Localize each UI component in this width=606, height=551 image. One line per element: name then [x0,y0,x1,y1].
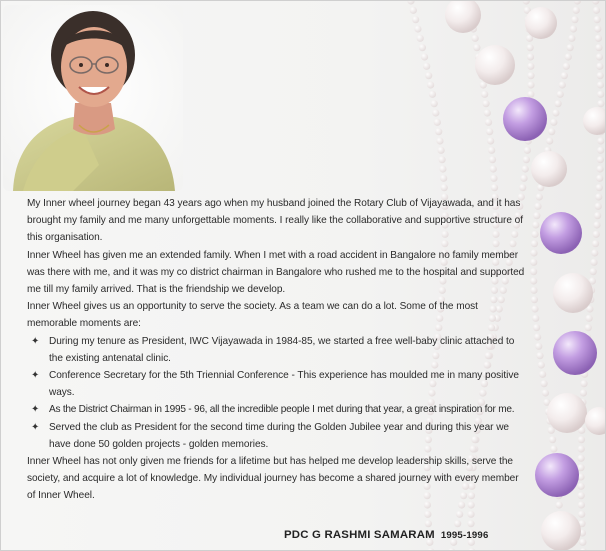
small-pearl [467,511,474,518]
small-pearl [536,193,543,200]
small-pearl [597,137,604,144]
small-pearl [536,352,543,359]
small-pearl [592,1,599,5]
article-body [27,195,527,505]
paragraph-3: Inner Wheel gives us an opportunity to serve the society. As a team we can do a lot. Some of the most memorable moments are: [27,301,478,330]
portrait-photo [3,5,183,191]
small-pearl [533,212,540,219]
large-pearl [525,7,557,39]
small-pearl [472,35,479,42]
bullet-star-icon: ✦ [31,421,40,433]
small-pearl [435,128,442,135]
small-pearl [559,81,566,88]
small-pearl [524,147,531,154]
small-pearl [527,44,534,51]
small-pearl [577,455,584,462]
large-pearl [540,212,582,254]
small-pearl [561,72,568,79]
small-pearl [491,184,498,191]
small-pearl [410,7,417,14]
small-pearl [531,231,538,238]
small-pearl [527,81,534,88]
small-pearl [423,63,430,70]
small-pearl [531,240,538,247]
large-pearl [547,393,587,433]
small-pearl [570,25,577,32]
small-pearl [417,35,424,42]
small-pearl [407,1,414,5]
small-pearl [585,315,592,322]
small-pearl [532,221,539,228]
small-pearl [424,511,431,518]
small-pearl [490,175,497,182]
small-pearl [596,184,603,191]
large-pearl [535,453,579,497]
small-pearl [565,53,572,60]
small-pearl [597,91,604,98]
small-pearl [592,240,599,247]
small-pearl [522,165,529,172]
small-pearl [534,203,541,210]
small-pearl [535,343,542,350]
small-pearl [578,511,585,518]
small-pearl [593,7,600,14]
small-pearl [523,1,530,5]
small-pearl [530,268,537,275]
small-pearl [580,389,587,396]
signature [284,529,489,541]
small-pearl [594,212,601,219]
small-pearl [520,175,527,182]
small-pearl [441,184,448,191]
small-pearl [578,445,585,452]
small-pearl [439,165,446,172]
small-pearl [597,81,604,88]
small-pearl [580,380,587,387]
small-pearl [594,16,601,23]
small-pearl [438,147,445,154]
small-pearl [593,231,600,238]
small-pearl [577,483,584,490]
small-pearl [597,72,604,79]
small-pearl [440,175,447,182]
small-pearl [530,287,537,294]
small-pearl [425,520,432,527]
small-pearl [590,268,597,275]
small-pearl [542,389,549,396]
small-pearl [556,501,563,508]
small-pearl [532,315,539,322]
small-pearl [563,63,570,70]
small-pearl [585,324,592,331]
small-pearl [454,520,461,527]
small-pearl [595,193,602,200]
small-pearl [434,119,441,126]
paragraph-1: My Inner wheel journey began 43 years ago when my husband joined the Rotary Club of Vijayawada, and it has brought my family and me many unforgettable moments. I really like the collaborative and supportive structure of this organisation. [27,198,523,244]
small-pearl [481,91,488,98]
small-pearl [530,259,537,266]
large-pearl [503,97,547,141]
small-pearl [596,53,603,60]
small-pearl [531,296,538,303]
small-pearl [419,44,426,51]
small-pearl [573,7,580,14]
small-pearl [546,137,553,144]
small-pearl [574,1,581,5]
small-pearl [567,44,574,51]
small-pearl [595,44,602,51]
small-pearl [531,305,538,312]
small-pearl [595,35,602,42]
small-pearl [591,249,598,256]
small-pearl [590,259,597,266]
small-pearl [488,147,495,154]
small-pearl [538,361,545,368]
small-pearl [578,501,585,508]
small-pearl [578,492,585,499]
large-pearl [531,151,567,187]
signature-name: PDC G RASHMI SAMARAM [284,529,435,541]
small-pearl [467,520,474,527]
small-pearl [425,72,432,79]
small-pearl [490,165,497,172]
list-item: ✦ Conference Secretary for the 5th Triennial Conference - This experience has moulded me in many positive ways. [27,367,527,401]
small-pearl [487,137,494,144]
small-pearl [485,119,492,126]
small-pearl [578,436,585,443]
small-pearl [421,53,428,60]
large-pearl [553,331,597,375]
small-pearl [533,324,540,331]
large-pearl [583,107,606,135]
small-pearl [527,72,534,79]
small-pearl [579,539,586,546]
small-pearl [595,203,602,210]
large-pearl [541,511,581,551]
list-item: ✦ During my tenure as President, IWC Vijayawada in 1984-85, we started a free well-baby clinic attached to the existing antenatal clinic. [27,333,527,367]
small-pearl [527,53,534,60]
small-pearl [438,156,445,163]
small-pearl [429,91,436,98]
small-pearl [530,249,537,256]
small-pearl [519,184,526,191]
paragraph-2: Inner Wheel has given me an extended family. When I met with a road accident in Bangalore no family member was there with me, and it was my co district chairman in Bangalore who rushed me to the hospital and supported me till my family arrived. That is the friendship we develop. [27,249,525,296]
small-pearl [523,156,530,163]
small-pearl [596,63,603,70]
bullet-star-icon: ✦ [31,335,40,347]
small-pearl [412,16,419,23]
bullet-star-icon: ✦ [31,404,40,416]
small-pearl [594,25,601,32]
small-pearl [489,156,496,163]
signature-years: 1995-1996 [440,530,489,541]
large-pearl [553,273,593,313]
small-pearl [414,25,421,32]
small-pearl [597,100,604,107]
small-pearl [568,35,575,42]
small-pearl [593,221,600,228]
small-pearl [550,119,557,126]
small-pearl [427,81,434,88]
small-pearl [432,109,439,116]
list-item: ✦ Served the club as President for the second time during the Golden Jubilee year and during this year we have done 50 golden projects - golden memories. [27,419,527,453]
small-pearl [473,44,480,51]
small-pearl [534,333,541,340]
small-pearl [549,436,556,443]
small-pearl [527,63,534,70]
small-pearl [436,137,443,144]
small-pearl [596,175,603,182]
large-pearl [585,407,606,435]
small-pearl [552,109,559,116]
small-pearl [482,100,489,107]
small-pearl [548,128,555,135]
bullet-star-icon: ✦ [31,370,40,382]
small-pearl [554,100,561,107]
small-pearl [597,156,604,163]
small-pearl [577,464,584,471]
small-pearl [596,165,603,172]
closing-paragraph: Inner Wheel has not only given me friends for a lifetime but has helped me develop leadership skills, serve the society, and acquire a lot of knowledge. My individual journey has become a shared journey with every member of Inner Wheel. [27,456,519,502]
small-pearl [597,147,604,154]
small-pearl [530,277,537,284]
small-pearl [527,91,534,98]
small-pearl [456,511,463,518]
small-pearl [484,109,491,116]
small-pearl [557,91,564,98]
small-pearl [539,371,546,378]
list-item: ✦ As the District Chairman in 1995 - 96, all the incredible people I met during that year, a great inspiration for me. [27,401,527,418]
large-pearl [475,45,515,85]
small-pearl [540,380,547,387]
small-pearl [571,16,578,23]
small-pearl [550,445,557,452]
small-pearl [486,128,493,135]
small-pearl [431,100,438,107]
memories-list [27,333,527,453]
